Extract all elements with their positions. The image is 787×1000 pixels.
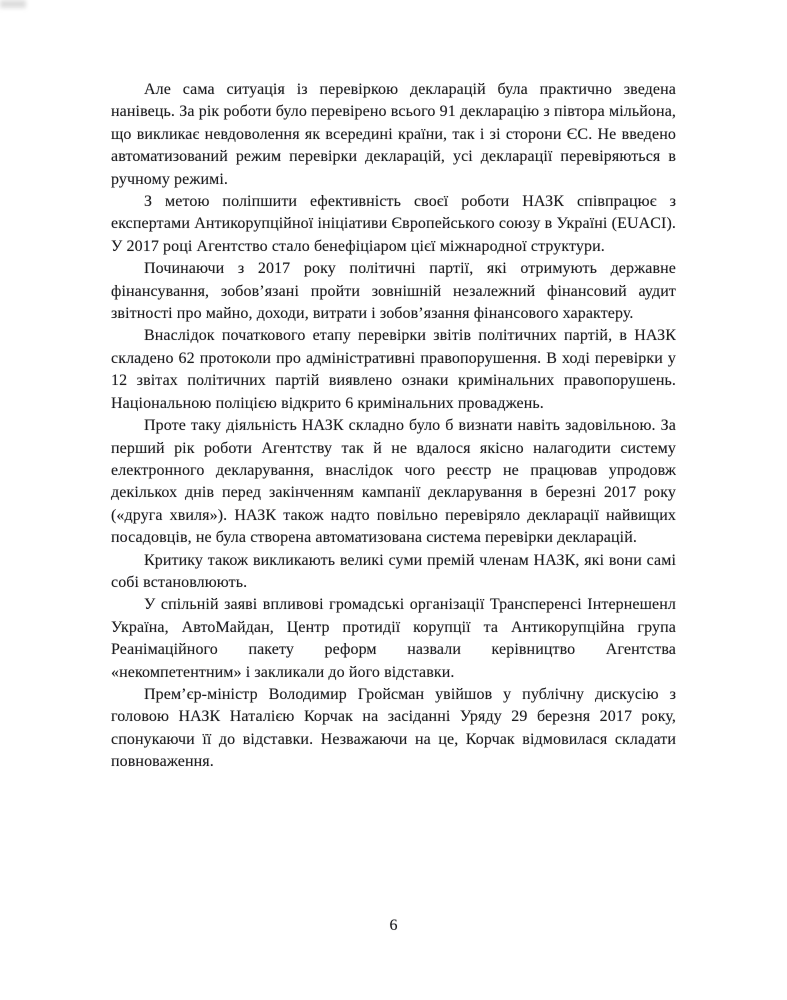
paragraph-4: Внаслідок початкового етапу перевірки звітів політичних партій, в НАЗК складено 62 протоколи про адміністративні правопорушення. В ході перевірки у 12 звітах політичних партій виявлено ознаки кримінальних правопорушень. Національною поліцією відкрито 6 кримінальних проваджень. — [111, 327, 676, 412]
paragraph-7: У спільній заяві впливові громадські організації Трансперенсі Інтернешенл Україна, АвтоМайдан, Центр протидії корупції та Антикорупційна група Реанімаційного пакету реформ назвали керівництво Агентства «некомпетентним» і закликали до його відставки. — [111, 596, 676, 681]
paragraph-8: Прем’єр-міністр Володимир Гройсман увійшов у публічну дискусію з головою НАЗК Наталією Корчак на засіданні Уряду 29 березня 2017 року, спонукаючи її до відставки. Незважаючи на це, Корчак відмовилася складати повноваження. — [111, 685, 676, 771]
page-number: 6 — [389, 917, 398, 934]
paragraph-6: Критику також викликають великі суми премій членам НАЗК, які вони самі собі встановлюють. — [111, 551, 676, 591]
paragraph-3: Починаючи з 2017 року політичні партії, які отримують державне фінансування, зобов’язані пройти зовнішній незалежний фінансовий аудит звітності про майно, доходи, витрати і зобов’язання фінансового характеру. — [111, 260, 676, 323]
paragraph-1: Але сама ситуація із перевіркою декларацій була практично зведена нанівець. За рік роботи було перевірено всього 91 декларацію з півтора мільйона, що викликає невдоволення як всередині країни, так і зі сторони ЄС. Не введено автоматизований режим перевірки декларацій, усі декларації перевіряються в ручному режимі. — [111, 81, 676, 188]
paragraph-2: З метою поліпшити ефективність своєї роботи НАЗК співпрацює з експертами Антикорупційної ініціативи Європейського союзу в Україні (EUACI). У 2017 році Агентство стало бенефіціаром цієї міжнародної структури. — [111, 193, 676, 255]
paragraph-5: Проте таку діяльність НАЗК складно було б визнати навіть задовільною. За перший рік роботи Агентству так й не вдалося якісно налагодити систему електронного декларування, внаслідок чого реєстр не працював упродовж декількох днів перед закінченням кампанії декларування в березні 2017 року («друга хвиля»). НАЗК також надто повільно перевіряло декларації найвищих посадовців, не була створена автоматизована система перевірки декларацій. — [111, 417, 676, 547]
scan-artifact — [0, 0, 26, 8]
body-text — [111, 79, 676, 774]
